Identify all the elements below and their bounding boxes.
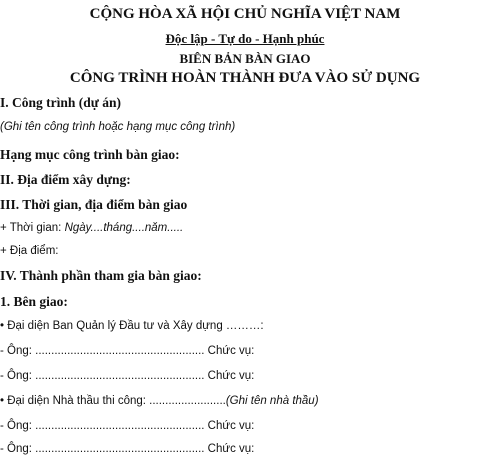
- handover-place: + Địa điểm:: [0, 245, 59, 257]
- handover-items-label: Hạng mục công trình bàn giao:: [0, 147, 180, 162]
- party-1-title: 1. Bên giao:: [0, 294, 68, 309]
- section-2-title: II. Địa điểm xây dựng:: [0, 172, 131, 187]
- person-line: - Ông: ..................................................... Chức vụ:: [0, 420, 255, 432]
- section-3-title: III. Thời gian, địa điểm bàn giao: [0, 197, 188, 212]
- owner-representative-line: • Đại diện Ban Quản lý Đầu tư và Xây dựng ………:: [0, 320, 264, 332]
- motto: Độc lập - Tự do - Hạnh phúc: [165, 31, 325, 46]
- country-header: CỘNG HÒA XÃ HỘI CHỦ NGHĨA VIỆT NAM: [89, 6, 401, 22]
- contractor-representative-line: [0, 395, 319, 407]
- handover-time-label: + Thời gian:: [0, 222, 65, 234]
- contractor-label: • Đại diện Nhà thầu thi công: ........................: [0, 395, 226, 407]
- handover-time: [0, 222, 183, 234]
- person-line: - Ông: ..................................................... Chức vụ:: [0, 370, 255, 382]
- document-title: BIÊN BẢN BÀN GIAO: [179, 51, 311, 66]
- section-1-title: I. Công trình (dự án): [0, 95, 121, 110]
- handover-time-value: Ngày....tháng....năm.....: [64, 222, 184, 234]
- document-subtitle: CÔNG TRÌNH HOÀN THÀNH ĐƯA VÀO SỬ DỤNG: [69, 70, 421, 86]
- section-1-note: (Ghi tên công trình hoặc hạng mục công trình): [0, 121, 236, 133]
- contractor-note: (Ghi tên nhà thầu): [225, 395, 319, 407]
- section-4-title: IV. Thành phần tham gia bàn giao:: [0, 268, 202, 283]
- person-line: - Ông: ..................................................... Chức vụ:: [0, 443, 255, 455]
- person-line: - Ông: ..................................................... Chức vụ:: [0, 345, 255, 357]
